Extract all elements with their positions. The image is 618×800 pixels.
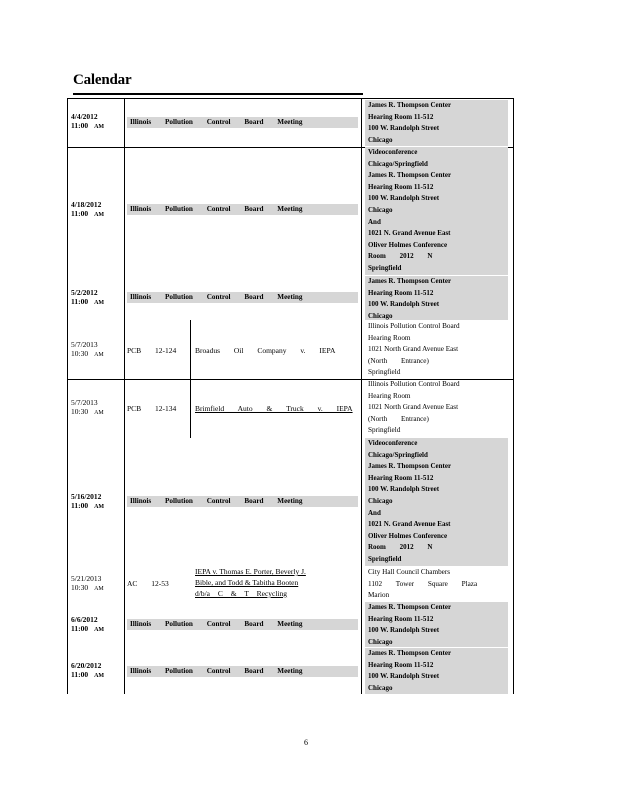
location-line: Hearing Room 11-512 <box>368 614 434 623</box>
location-line: Chicago/Springfield <box>368 159 428 168</box>
time-text: 11:00 <box>71 670 89 679</box>
location-line: James R. Thompson Center <box>368 462 452 471</box>
row-date <box>71 574 104 594</box>
location-line: 100 W. Randolph Street <box>368 485 440 494</box>
location-line: James R. Thompson Center <box>368 171 452 180</box>
column-divider <box>361 98 362 694</box>
ampm-text: AM <box>94 673 105 679</box>
location-line: Chicago <box>368 496 393 505</box>
case-title-link[interactable]: Brimfield Auto & Truck v. IEPA <box>195 404 353 413</box>
time-text: 11:00 <box>71 209 89 218</box>
case-title-link[interactable] <box>195 566 347 599</box>
ampm-text: AM <box>94 627 105 633</box>
location-line: 100 W. Randolph Street <box>368 626 440 635</box>
time-text: 11:00 <box>71 121 89 130</box>
location-block <box>365 567 508 602</box>
location-line: 100 W. Randolph Street <box>368 300 440 309</box>
column-divider <box>124 98 125 694</box>
date-text: 5/7/2013 <box>71 340 98 349</box>
location-line: Oliver Holmes Conference <box>368 240 448 249</box>
date-text: 4/4/2012 <box>71 112 98 121</box>
location-line: Springfield <box>368 554 402 563</box>
meeting-title: Illinois Pollution Control Board Meeting <box>127 292 358 303</box>
location-line: James R. Thompson Center <box>368 603 452 611</box>
location-line: Hearing Room <box>368 333 411 342</box>
location-line: Videoconference <box>368 439 418 447</box>
date-text: 6/6/2012 <box>71 615 98 624</box>
location-line: City Hall Council Chambers <box>368 568 451 576</box>
location-block <box>365 321 508 379</box>
location-line: Videoconference <box>368 148 418 156</box>
location-line: Chicago <box>368 205 393 214</box>
location-block <box>365 147 508 275</box>
meeting-title: Illinois Pollution Control Board Meeting <box>127 204 358 215</box>
location-line: Springfield <box>368 263 402 272</box>
location-block <box>365 602 508 647</box>
location-line: James R. Thompson Center <box>368 101 452 109</box>
row-date <box>71 340 104 360</box>
date-text: 5/16/2012 <box>71 492 102 501</box>
time-text: 11:00 <box>71 297 89 306</box>
row-date <box>71 288 104 308</box>
table-border-left <box>67 98 68 694</box>
date-text: 5/2/2012 <box>71 288 98 297</box>
location-line: Springfield <box>368 426 401 435</box>
case-title-line: d/b/a C & T Recycling <box>195 589 288 598</box>
meeting-title: Illinois Pollution Control Board Meeting <box>127 117 358 128</box>
ampm-text: AM <box>94 410 104 416</box>
location-line: And <box>368 217 381 226</box>
time-text: 11:00 <box>71 624 89 633</box>
ampm-text: AM <box>94 586 104 592</box>
location-line: Illinois Pollution Control Board <box>368 322 460 330</box>
location-line: 100 W. Randolph Street <box>368 124 440 133</box>
row-date <box>71 492 104 512</box>
ampm-text: AM <box>94 212 105 218</box>
location-block <box>365 438 508 566</box>
location-line: Chicago <box>368 311 393 320</box>
location-line: Hearing Room 11-512 <box>368 660 434 669</box>
location-line: Hearing Room 11-512 <box>368 288 434 297</box>
location-block <box>365 100 508 146</box>
meeting-title: Illinois Pollution Control Board Meeting <box>127 619 358 630</box>
time-text: 11:00 <box>71 501 89 510</box>
location-line: Illinois Pollution Control Board <box>368 380 460 388</box>
location-line: (North Entrance) <box>368 356 429 365</box>
date-text: 5/21/2013 <box>71 574 102 583</box>
location-block <box>365 379 508 437</box>
time-text: 10:30 <box>71 349 89 358</box>
ampm-text: AM <box>94 504 105 510</box>
ampm-text: AM <box>94 124 105 130</box>
location-line: Hearing Room 11-512 <box>368 473 434 482</box>
location-line: Chicago/Springfield <box>368 450 428 459</box>
location-line: 1021 N. Grand Avenue East <box>368 520 451 529</box>
location-line: Hearing Room 11-512 <box>368 112 434 121</box>
page-number: 6 <box>304 738 308 747</box>
page-title: Calendar <box>73 72 132 88</box>
location-line: Marion <box>368 591 390 600</box>
location-line: Room 2012 N <box>368 543 433 552</box>
case-title-line: Bible, and Todd & Tabitha Booten <box>195 578 299 587</box>
time-text: 10:30 <box>71 583 89 592</box>
case-title: Broadus Oil Company v. IEPA <box>195 346 336 355</box>
meeting-title: Illinois Pollution Control Board Meeting <box>127 496 358 507</box>
location-line: Chicago <box>368 135 393 144</box>
docket-number: PCB 12-124 <box>127 346 177 355</box>
row-date <box>71 661 104 681</box>
meeting-title: Illinois Pollution Control Board Meeting <box>127 666 358 677</box>
location-line: 1102 Tower Square Plaza <box>368 579 478 588</box>
location-line: 100 W. Randolph Street <box>368 672 440 681</box>
time-text: 10:30 <box>71 407 89 416</box>
row-date <box>71 200 104 220</box>
location-line: And <box>368 508 381 517</box>
location-block <box>365 648 508 694</box>
location-line: Chicago <box>368 637 393 646</box>
location-line: 100 W. Randolph Street <box>368 194 440 203</box>
location-line: Oliver Holmes Conference <box>368 531 448 540</box>
date-text: 5/7/2013 <box>71 398 98 407</box>
case-title-line: IEPA v. Thomas E. Porter, Beverly J. <box>195 567 306 576</box>
title-rule <box>73 93 363 95</box>
ampm-text: AM <box>94 352 104 358</box>
docket-number: PCB 12-134 <box>127 404 177 413</box>
row-date <box>71 615 104 635</box>
table-border-right <box>513 98 514 694</box>
location-line: James R. Thompson Center <box>368 649 452 657</box>
location-line: (North Entrance) <box>368 414 429 423</box>
docket-number: AC 12-53 <box>127 579 169 588</box>
calendar-table <box>67 98 514 694</box>
location-line: Chicago <box>368 683 393 692</box>
row-date <box>71 112 104 132</box>
location-line: James R. Thompson Center <box>368 277 452 285</box>
date-text: 6/20/2012 <box>71 661 102 670</box>
location-line: Room 2012 N <box>368 252 433 261</box>
row-divider <box>67 98 514 99</box>
row-date <box>71 398 104 418</box>
location-block <box>365 276 508 320</box>
location-line: Hearing Room <box>368 391 411 400</box>
location-line: 1021 North Grand Avenue East <box>368 403 459 412</box>
location-line: Hearing Room 11-512 <box>368 182 434 191</box>
location-line: 1021 North Grand Avenue East <box>368 345 459 354</box>
ampm-text: AM <box>94 300 105 306</box>
location-line: Springfield <box>368 368 401 377</box>
date-text: 4/18/2012 <box>71 200 102 209</box>
location-line: 1021 N. Grand Avenue East <box>368 229 451 238</box>
